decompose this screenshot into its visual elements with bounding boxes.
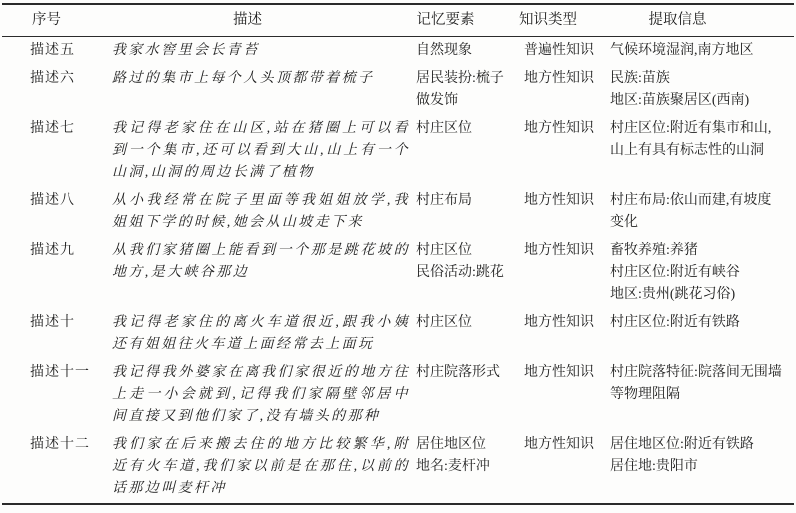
cell-line: 村庄区位:附近有峡谷 xyxy=(610,265,740,280)
col-header-memory-elements: 记忆要素 xyxy=(410,4,518,37)
row-knowledge-type-cell: 地方性知识 xyxy=(524,121,594,136)
cell-line: 地名:麦杆冲 xyxy=(416,459,490,474)
table-row xyxy=(2,359,794,431)
cell-line: 村庄区位 xyxy=(416,315,472,330)
row-memory-elements-cell xyxy=(410,237,518,309)
cell-line: 村庄区位:附近有铁路 xyxy=(610,315,740,330)
cell-line: 村庄院落特征:院落间无围墙等物理阻隔 xyxy=(610,365,782,402)
table-row xyxy=(2,115,794,187)
row-knowledge-type-cell: 地方性知识 xyxy=(524,243,594,258)
row-serial-cell: 描述十一 xyxy=(30,365,90,380)
row-serial-cell: 描述十二 xyxy=(30,437,90,452)
row-serial-cell: 描述八 xyxy=(30,193,75,208)
row-description-cell: 我们家在后来搬去住的地方比较繁华,附近有火车道,我们家以前是在那住,以前的话那边叫麦杆冲 xyxy=(112,437,410,496)
table-row xyxy=(2,187,794,237)
col-header-description: 描述 xyxy=(102,4,410,37)
row-description-cell: 我记得老家住在山区,站在猪圈上可以看到一个集市,还可以看到大山,山上有一个山洞,山洞的周边长满了植物 xyxy=(112,121,410,180)
col-header-extracted-info: 提取信息 xyxy=(608,4,794,37)
row-knowledge-type-cell: 地方性知识 xyxy=(524,437,594,452)
cell-line: 村庄区位 xyxy=(416,121,472,136)
col-header-serial: 序号 xyxy=(2,4,102,37)
cell-line: 地区:贵州(跳花习俗) xyxy=(610,287,736,302)
row-extracted-info-cell xyxy=(608,237,794,309)
table-row xyxy=(2,37,794,66)
table-header xyxy=(2,4,794,37)
cell-line: 居住地区位 xyxy=(416,437,486,452)
row-description-cell: 我记得我外婆家在离我们家很近的地方往上走一小会就到,记得我们家隔壁邻居中间直接又到他们家了,没有墙头的那种 xyxy=(112,365,410,424)
row-serial-cell: 描述七 xyxy=(30,121,75,136)
table-row xyxy=(2,237,794,309)
row-extracted-info-cell xyxy=(608,431,794,504)
row-knowledge-type-cell: 地方性知识 xyxy=(524,193,594,208)
table-row xyxy=(2,65,794,115)
row-knowledge-type-cell: 地方性知识 xyxy=(524,71,594,86)
row-serial-cell: 描述九 xyxy=(30,243,75,258)
row-extracted-info-cell xyxy=(608,115,794,187)
cell-line: 居住地区位:附近有铁路 xyxy=(610,437,754,452)
cell-line: 村庄布局 xyxy=(416,193,472,208)
cell-line: 居民装扮:梳子做发饰 xyxy=(416,71,504,108)
cell-line: 民俗活动:跳花 xyxy=(416,265,504,280)
row-extracted-info-cell xyxy=(608,187,794,237)
row-description-cell: 从我们家猪圈上能看到一个那是跳花坡的地方,是大峡谷那边 xyxy=(112,243,410,280)
table-row xyxy=(2,309,794,359)
cell-line: 民族:苗族 xyxy=(610,71,670,86)
row-extracted-info-cell xyxy=(608,309,794,359)
row-memory-elements-cell xyxy=(410,431,518,504)
row-memory-elements-cell xyxy=(410,359,518,431)
cell-line: 村庄区位 xyxy=(416,243,472,258)
table-row xyxy=(2,431,794,504)
table-body xyxy=(2,37,794,505)
row-description-cell: 从小我经常在院子里面等我姐姐放学,我姐姐下学的时候,她会从山坡走下来 xyxy=(112,193,410,230)
row-description-cell: 我记得老家住的离火车道很近,跟我小姨还有姐姐往火车道上面经常去上面玩 xyxy=(112,315,410,352)
cell-line: 居住地:贵阳市 xyxy=(610,459,698,474)
row-serial-cell: 描述六 xyxy=(30,71,75,86)
memory-description-table xyxy=(2,3,794,505)
cell-line: 村庄布局:依山而建,有坡度变化 xyxy=(610,193,772,230)
cell-line: 地区:苗族聚居区(西南) xyxy=(610,93,750,108)
cell-line: 村庄院落形式 xyxy=(416,365,500,380)
cell-line: 畜牧养殖:养猪 xyxy=(610,243,698,258)
row-description-cell: 路过的集市上每个人头顶都带着梳子 xyxy=(112,71,375,86)
row-serial-cell: 描述十 xyxy=(30,315,75,330)
row-memory-elements-cell xyxy=(410,65,518,115)
cell-line: 气候环境湿润,南方地区 xyxy=(610,43,754,58)
row-extracted-info-cell xyxy=(608,359,794,431)
row-memory-elements-cell xyxy=(410,187,518,237)
cell-line: 自然现象 xyxy=(416,43,472,58)
row-memory-elements-cell xyxy=(410,115,518,187)
row-knowledge-type-cell: 地方性知识 xyxy=(524,315,594,330)
row-description-cell: 我家水窖里会长青苔 xyxy=(112,43,260,58)
col-header-knowledge-type: 知识类型 xyxy=(518,4,608,37)
row-serial-cell: 描述五 xyxy=(30,43,75,58)
row-memory-elements-cell xyxy=(410,309,518,359)
header-row xyxy=(2,4,794,37)
row-extracted-info-cell xyxy=(608,37,794,66)
row-extracted-info-cell xyxy=(608,65,794,115)
cell-line: 村庄区位:附近有集市和山,山上有具有标志性的山洞 xyxy=(610,121,772,158)
row-memory-elements-cell xyxy=(410,37,518,66)
row-knowledge-type-cell: 地方性知识 xyxy=(524,365,594,380)
row-knowledge-type-cell: 普遍性知识 xyxy=(524,43,594,58)
